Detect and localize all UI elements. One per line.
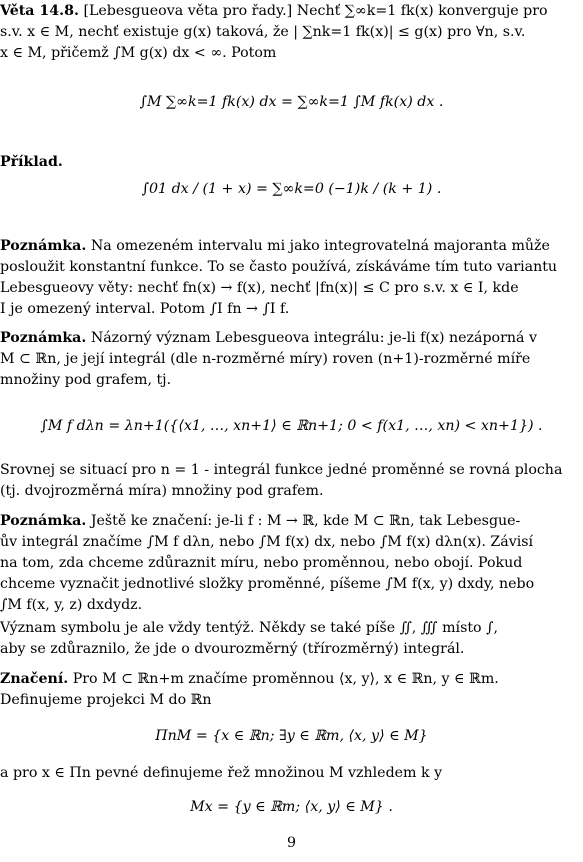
remark2-line-3: množiny pod grafem, tj. [0,372,172,388]
remark2-line-4: Srovnej se situací pro n = 1 - integrál funkce jedné proměnné se rovná plocha [0,462,563,478]
remark3-line-1: Poznámka. Ještě ke značení: je-li f : M → ℝ, kde M ⊂ ℝn, tak Lebesgue- [0,513,521,529]
remark1-line-4: I je omezený interval. Potom ∫I fn → ∫I f. [0,301,290,317]
notation-label: Značení. [0,671,69,687]
notation-line-1: Značení. Pro M ⊂ ℝn+m značíme proměnnou ⟨x, y⟩, x ∈ ℝn, y ∈ ℝm. [0,671,499,687]
example-equation: ∫01 dx / (1 + x) = ∑∞k=0 (−1)k / (k + 1) . [141,181,442,197]
notation-equation-2: Mx = {y ∈ ℝm; ⟨x, y⟩ ∈ M} . [190,799,393,815]
theorem-equation: ∫M ∑∞k=1 fk(x) dx = ∑∞k=1 ∫M fk(x) dx . [139,94,444,110]
remark2-equation: ∫M f dλn = λn+1({⟨x1, …, xn+1⟩ ∈ ℝn+1; 0 < f(x1, …, xn) < xn+1}) . [40,418,543,434]
remark3-line-3: na tom, zda chceme zdůraznit míru, nebo proměnnou, nebo obojí. Pokud [0,555,523,571]
theorem-line-2: s.v. x ∈ M, nechť existuje g(x) taková, že | ∑nk=1 fk(x)| ≤ g(x) pro ∀n, s.v. [0,24,526,40]
remark3-label: Poznámka. [0,513,87,529]
notation-line-3: a pro x ∈ Πn pevné definujeme řež množinou M vzhledem k y [0,765,443,781]
remark2-line-5: (tj. dvojrozměrná míra) množiny pod grafem. [0,483,324,499]
page-number: 9 [286,835,297,851]
theorem-line-3: x ∈ M, přičemž ∫M g(x) dx < ∞. Potom [0,45,277,61]
example-label: Příklad. [0,154,63,170]
notation-line-2: Definujeme projekci M do ℝn [0,692,212,708]
remark1-line-2: posloužit konstantní funkce. To se často používá, získáváme tím tuto variantu [0,259,558,275]
theorem-line-1 [0,2,583,22]
remark1-line-1: Poznámka. Na omezeném intervalu mi jako integrovatelná majoranta může [0,238,550,254]
remark3-line-6: Význam symbolu je ale vždy tentýž. Někdy se také píše ∬, ∭ místo ∫, [0,620,499,636]
remark1-label: Poznámka. [0,238,87,254]
remark2-label: Poznámka. [0,330,87,346]
theorem-label: Věta 14.8. [0,3,79,19]
notation-equation-1: ΠnM = {x ∈ ℝn; ∃y ∈ ℝm, ⟨x, y⟩ ∈ M} [155,728,428,744]
remark3-line-4: chceme vyznačit jednotlivé složky proměnné, píšeme ∫M f(x, y) dxdy, nebo [0,576,535,592]
remark3-line-2: ův integrál značíme ∫M f dλn, nebo ∫M f(x) dx, nebo ∫M f(x) dλn(x). Závisí [0,534,534,550]
theorem-text-1: [Lebesgueova věta pro řady.] Nechť ∑∞k=1 fk(x) konverguje pro [83,3,548,19]
remark3-line-7: aby se zdůraznilo, že jde o dvourozměrný (třírozměrný) integrál. [0,641,465,657]
remark1-line-3: Lebesgueovy věty: nechť fn(x) → f(x), nechť |fn(x)| ≤ C pro s.v. x ∈ I, kde [0,280,519,296]
remark3-line-5: ∫M f(x, y, z) dxdydz. [0,597,143,613]
remark2-line-1: Poznámka. Názorný význam Lebesgueova integrálu: je-li f(x) nezáporná v [0,330,537,346]
remark2-line-2: M ⊂ ℝn, je její integrál (dle n-rozměrné míry) roven (n+1)-rozměrné míře [0,351,531,367]
